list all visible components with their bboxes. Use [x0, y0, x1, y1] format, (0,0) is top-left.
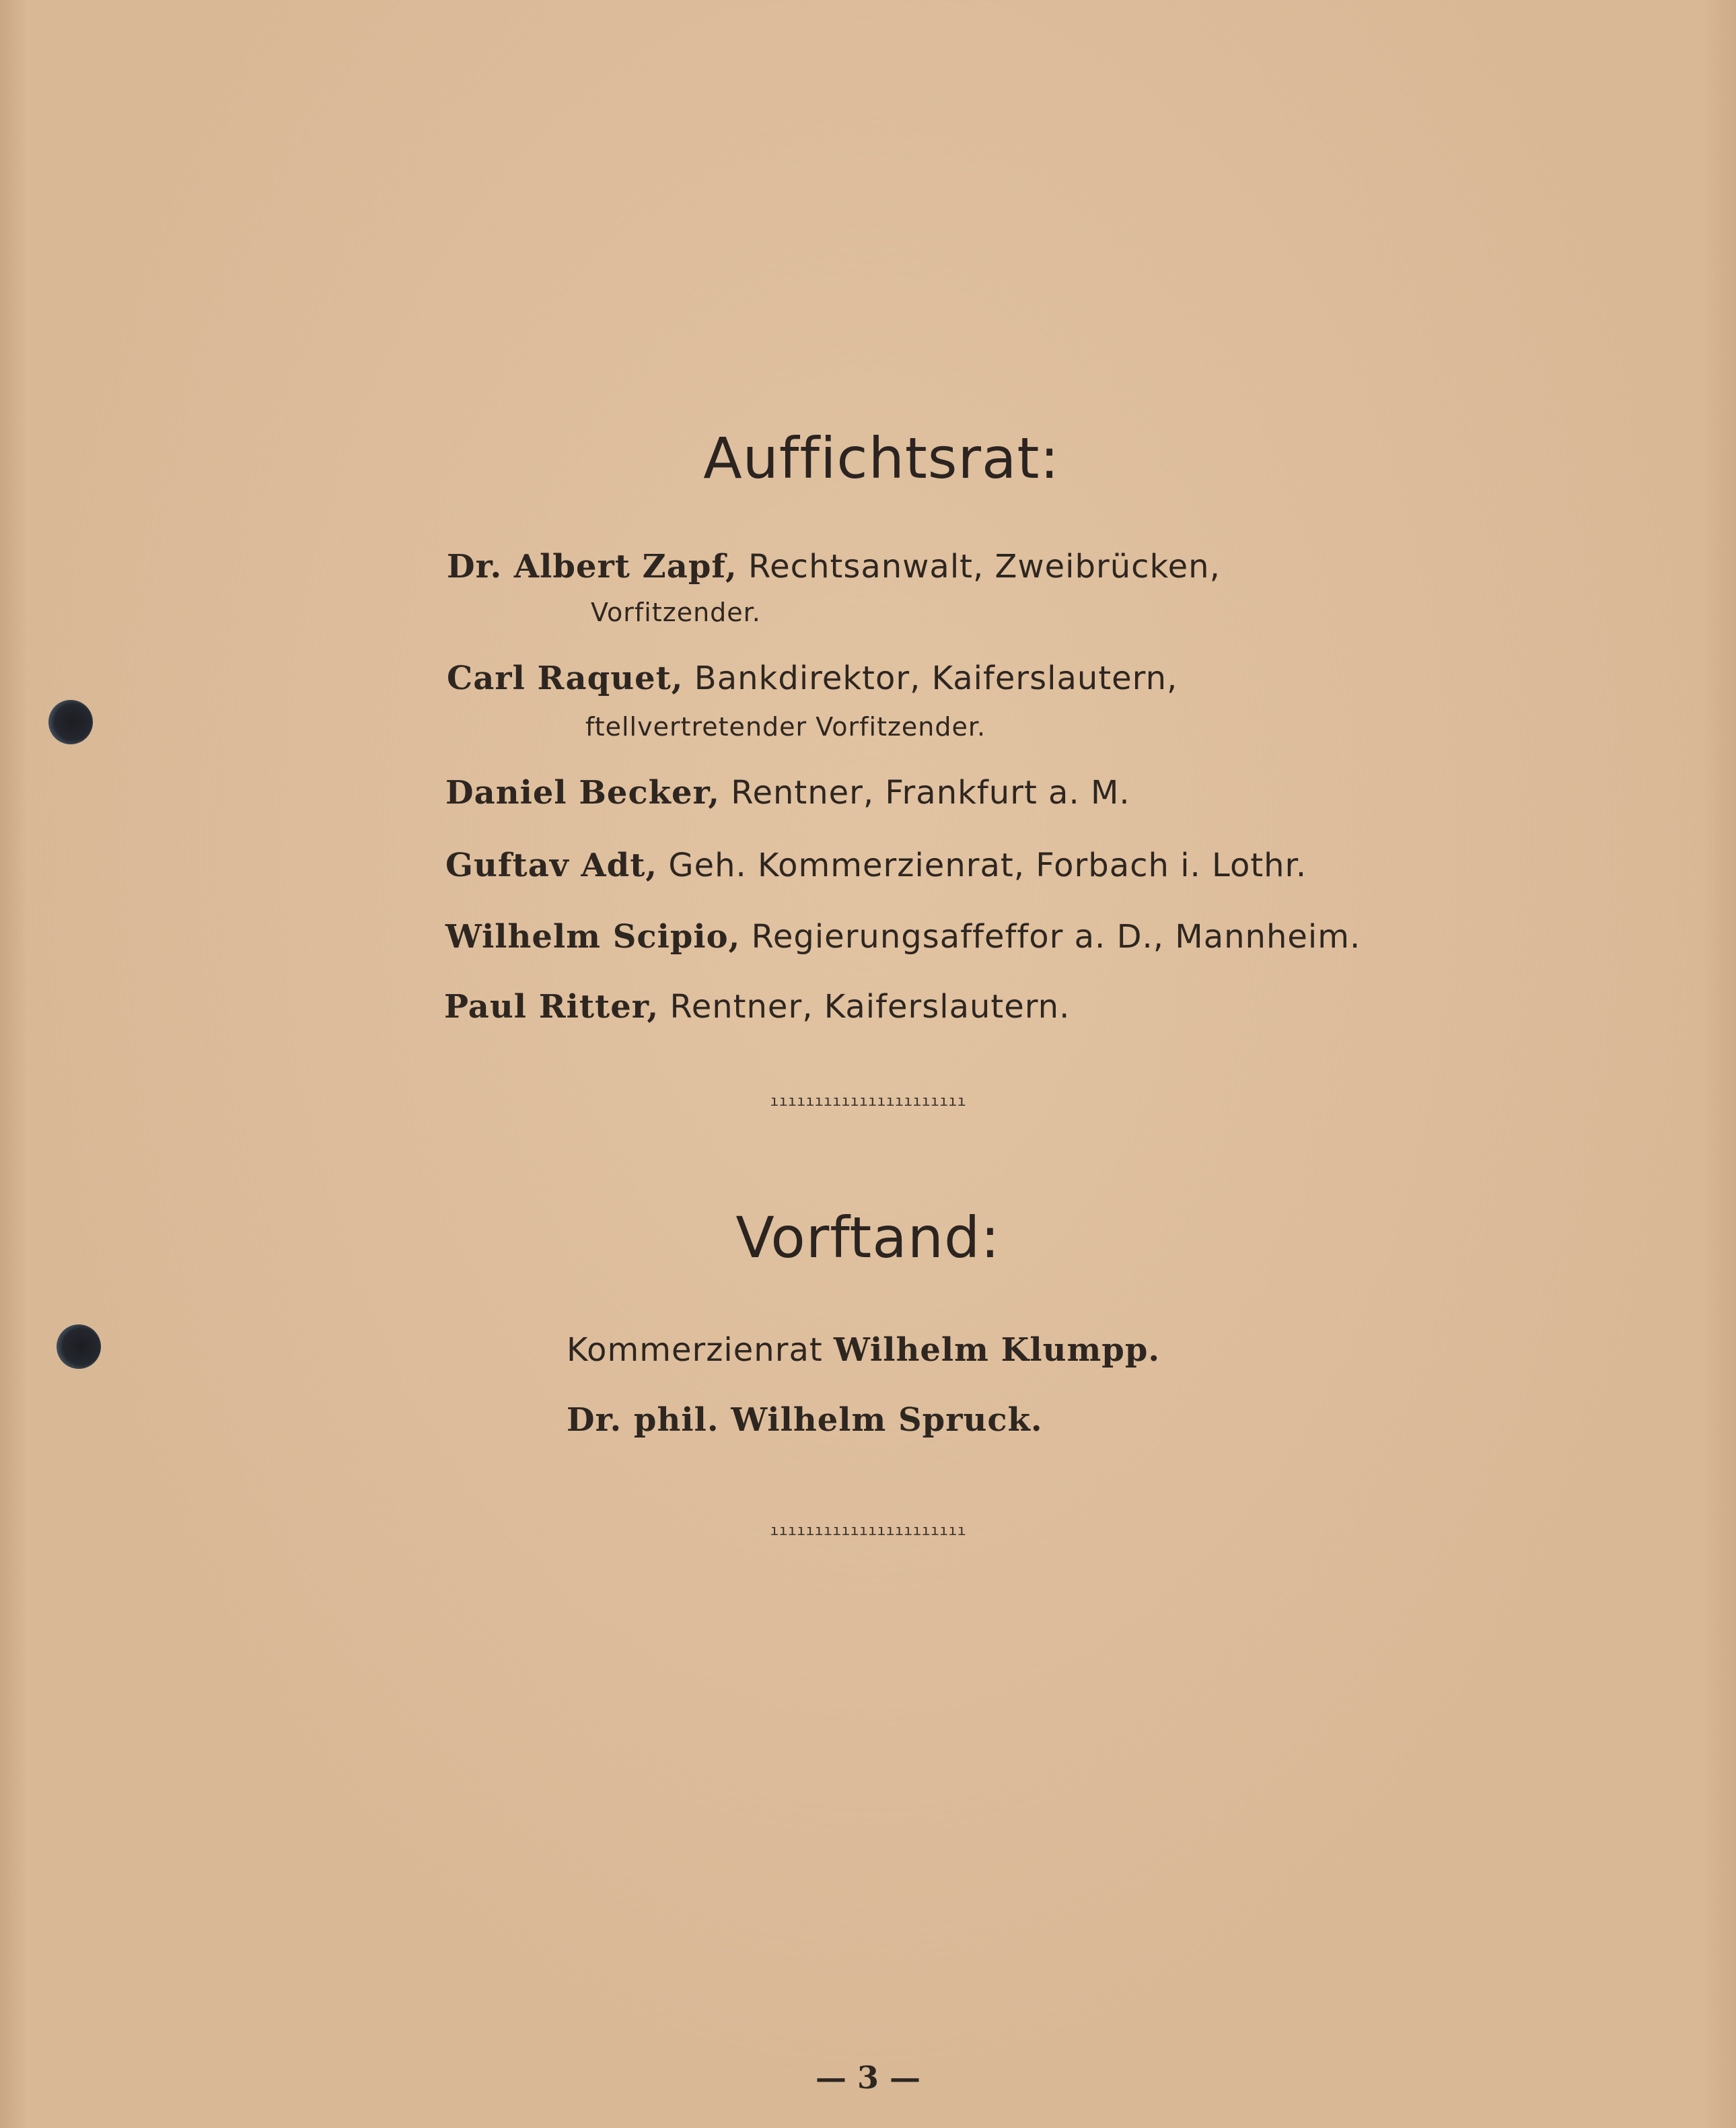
member-1: [447, 546, 1221, 587]
aufsichtsrat-heading: Auffichtsrat:: [703, 425, 1060, 491]
member-1-role: Vorfitzender.: [591, 598, 761, 627]
member-description: Geh. Kommerzienrat, Forbach i. Lothr.: [668, 847, 1307, 884]
member-description: Bankdirektor, Kaiferslautern,: [694, 660, 1178, 697]
section-separator: ıııııııııııııııııııııı: [770, 1522, 966, 1539]
member-description: Rentner, Frankfurt a. M.: [731, 774, 1130, 812]
vorstand-member-2: [567, 1400, 1043, 1440]
member-name: Wilhelm Scipio,: [445, 918, 741, 956]
member-name: Daniel Becker,: [445, 774, 720, 812]
member-description: Rechtsanwalt, Zweibrücken,: [748, 548, 1221, 586]
punch-hole-top: [48, 700, 93, 744]
vorstand-member-name: Dr. phil. Wilhelm Spruck.: [567, 1401, 1043, 1439]
section-separator: ıııııııııııııııııııııı: [770, 1093, 966, 1110]
member-description: Regierungsaffeffor a. D., Mannheim.: [751, 918, 1361, 956]
member-4: [445, 845, 1307, 886]
member-3: [445, 773, 1130, 813]
member-2: [447, 658, 1178, 699]
member-name: Paul Ritter,: [444, 988, 659, 1026]
member-name: Guftav Adt,: [445, 847, 658, 884]
member-name: Dr. Albert Zapf,: [447, 548, 737, 586]
vorstand-heading: Vorftand:: [735, 1205, 1001, 1271]
vorstand-member-name: Wilhelm Klumpp.: [833, 1331, 1161, 1369]
member-6: [444, 987, 1070, 1027]
member-description: Rentner, Kaiferslautern.: [670, 988, 1071, 1026]
member-name: Carl Raquet,: [447, 660, 684, 697]
vorstand-member-1: [567, 1330, 1160, 1370]
page-number: — 3 —: [815, 2059, 921, 2096]
vorstand-member-title: Kommerzienrat: [567, 1331, 823, 1369]
punch-hole-bottom: [57, 1324, 101, 1369]
member-2-role: ftellvertretender Vorfitzender.: [585, 712, 986, 742]
member-5: [445, 917, 1361, 957]
